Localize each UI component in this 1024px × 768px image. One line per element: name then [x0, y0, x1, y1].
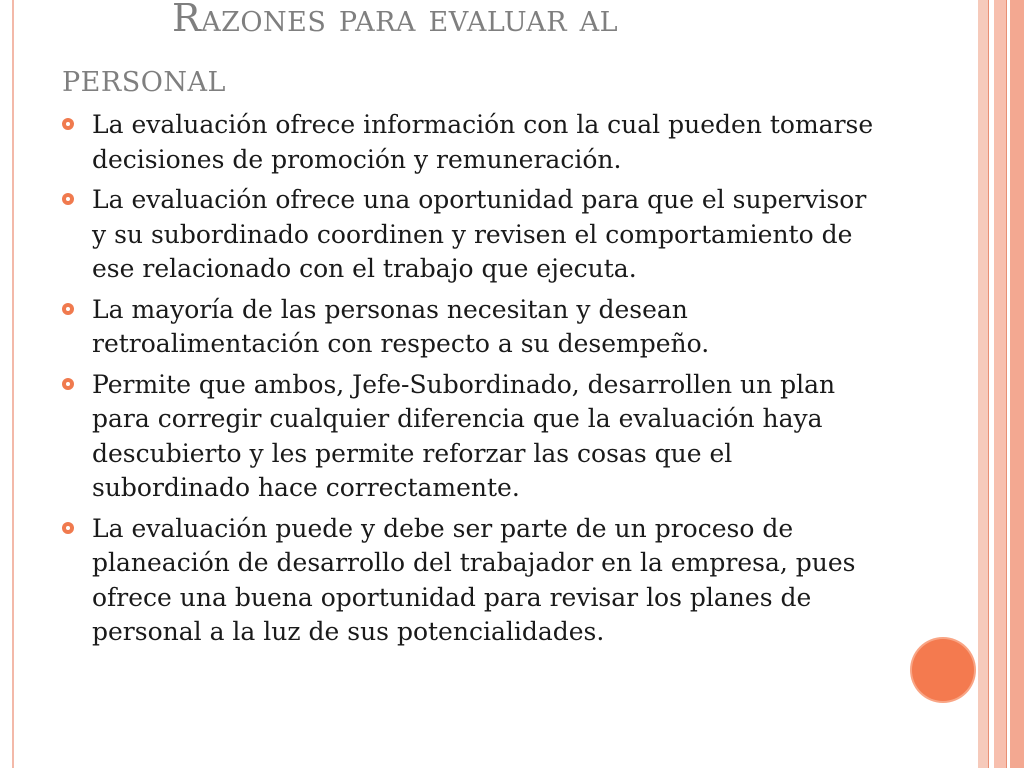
bullet-text: La evaluación ofrece información con la cual pueden tomarse decisiones de promoción y remuneración.: [92, 110, 874, 174]
right-decor-band: [978, 0, 988, 768]
bullet-icon: [62, 303, 74, 315]
bullet-icon: [62, 378, 74, 390]
decorative-circle: [912, 639, 974, 701]
bullet-text: La evaluación ofrece una oportunidad para que el supervisor y su subordinado coordinen y revisen el comportamiento de ese relacionado con el trabajo que ejecuta.: [92, 185, 867, 283]
list-item: [62, 368, 882, 506]
right-decor-line: [988, 0, 989, 768]
list-item: [62, 183, 882, 287]
bullet-text: La mayoría de las personas necesitan y desean retroalimentación con respecto a su desempeño.: [92, 294, 710, 358]
list-item: [62, 108, 882, 177]
slide-title-line2: personal: [62, 56, 226, 100]
bullet-icon: [62, 118, 74, 130]
bullet-text: La evaluación puede y debe ser parte de un proceso de planeación de desarrollo del trabajador en la empresa, pues ofrece una buena oportunidad para revisar los planes de personal a la luz de sus potencialidades.: [92, 513, 856, 646]
slide-title: [62, 0, 822, 102]
bullet-icon: [62, 522, 74, 534]
bullet-icon: [62, 193, 74, 205]
list-item: [62, 293, 882, 362]
right-decor-line: [1006, 0, 1007, 768]
left-border-line: [12, 0, 14, 768]
list-item: [62, 512, 882, 650]
right-decor-band: [1010, 0, 1024, 768]
right-decor-band: [994, 0, 1006, 768]
slide-title-line1: Razones para evaluar al: [172, 0, 619, 40]
bullet-list: [62, 108, 882, 656]
bullet-text: Permite que ambos, Jefe-Subordinado, desarrollen un plan para corregir cualquier diferencia que la evaluación haya descubierto y les permite reforzar las cosas que el subordinado hace correctamente.: [92, 369, 836, 502]
